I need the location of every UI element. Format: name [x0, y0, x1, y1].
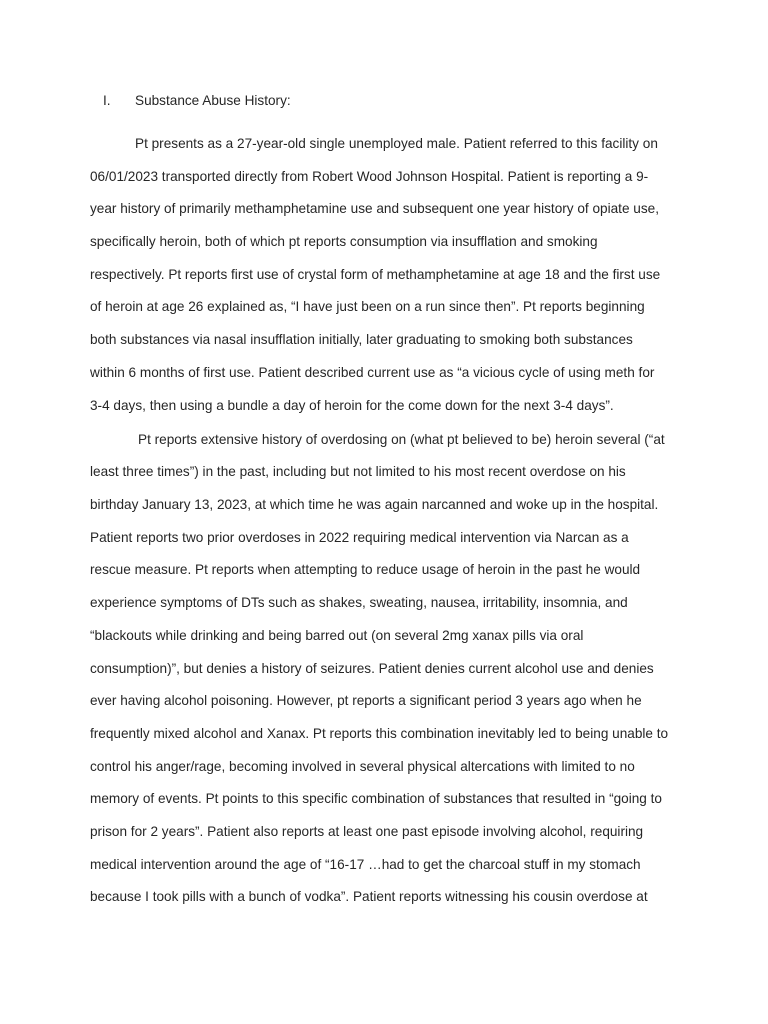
- document-body: [90, 136, 690, 922]
- paragraph-line: consumption)”, but denies a history of seizures. Patient denies current alcohol use and denies: [90, 660, 654, 676]
- paragraph-line: Patient reports two prior overdoses in 2022 requiring medical intervention via Narcan as a: [90, 529, 629, 545]
- paragraph-line: frequently mixed alcohol and Xanax. Pt reports this combination inevitably led to being unable to: [90, 725, 669, 741]
- paragraph-line: 3-4 days, then using a bundle a day of heroin for the come down for the next 3-4 days”.: [90, 397, 614, 413]
- paragraph-line: control his anger/rage, becoming involved in several physical altercations with limited to no: [90, 758, 635, 774]
- paragraph-line: both substances via nasal insufflation initially, later graduating to smoking both substances: [90, 332, 633, 348]
- paragraph-line: Pt presents as a 27-year-old single unemployed male. Patient referred to this facility on: [135, 136, 658, 151]
- paragraph-line: respectively. Pt reports first use of crystal form of methamphetamine at age 18 and the first use: [90, 266, 661, 282]
- paragraph-line: birthday January 13, 2023, at which time he was again narcanned and woke up in the hospital.: [90, 497, 659, 513]
- section-heading: [103, 93, 291, 109]
- section-title: Substance Abuse History:: [135, 93, 291, 108]
- paragraph-line: Pt reports extensive history of overdosing on (what pt believed to be) heroin several (“at: [138, 431, 665, 447]
- paragraph-line: specifically heroin, both of which pt reports consumption via insufflation and smoking: [90, 234, 598, 250]
- paragraph-line: memory of events. Pt points to this specific combination of substances that resulted in “going to: [90, 791, 662, 807]
- paragraph-line: prison for 2 years”. Patient also reports at least one past episode involving alcohol, requiring: [90, 823, 644, 839]
- paragraph: [90, 432, 690, 922]
- paragraph-line: within 6 months of first use. Patient described current use as “a vicious cycle of using meth for: [90, 364, 655, 380]
- paragraph-line: year history of primarily methamphetamine use and subsequent one year history of opiate use,: [90, 201, 659, 217]
- paragraph-line: medical intervention around the age of “16-17 …had to get the charcoal stuff in my stomach: [90, 856, 641, 872]
- paragraph-line: rescue measure. Pt reports when attempting to reduce usage of heroin in the past he would: [90, 562, 641, 578]
- section-number: I.: [103, 93, 111, 108]
- paragraph-line: experience symptoms of DTs such as shakes, sweating, nausea, irritability, insomnia, and: [90, 595, 628, 611]
- paragraph-line: because I took pills with a bunch of vodka”. Patient reports witnessing his cousin overdose at: [90, 889, 648, 905]
- paragraph-line: “blackouts while drinking and being barred out (on several 2mg xanax pills via oral: [90, 627, 584, 643]
- paragraph-line: 06/01/2023 transported directly from Robert Wood Johnson Hospital. Patient is reporting a 9-: [90, 168, 649, 184]
- paragraph-line: of heroin at age 26 explained as, “I have just been on a run since then”. Pt reports beginning: [90, 299, 645, 315]
- paragraph: [90, 136, 690, 430]
- paragraph-line: ever having alcohol poisoning. However, pt reports a significant period 3 years ago when he: [90, 693, 642, 709]
- paragraph-line: least three times”) in the past, including but not limited to his most recent overdose on his: [90, 464, 626, 480]
